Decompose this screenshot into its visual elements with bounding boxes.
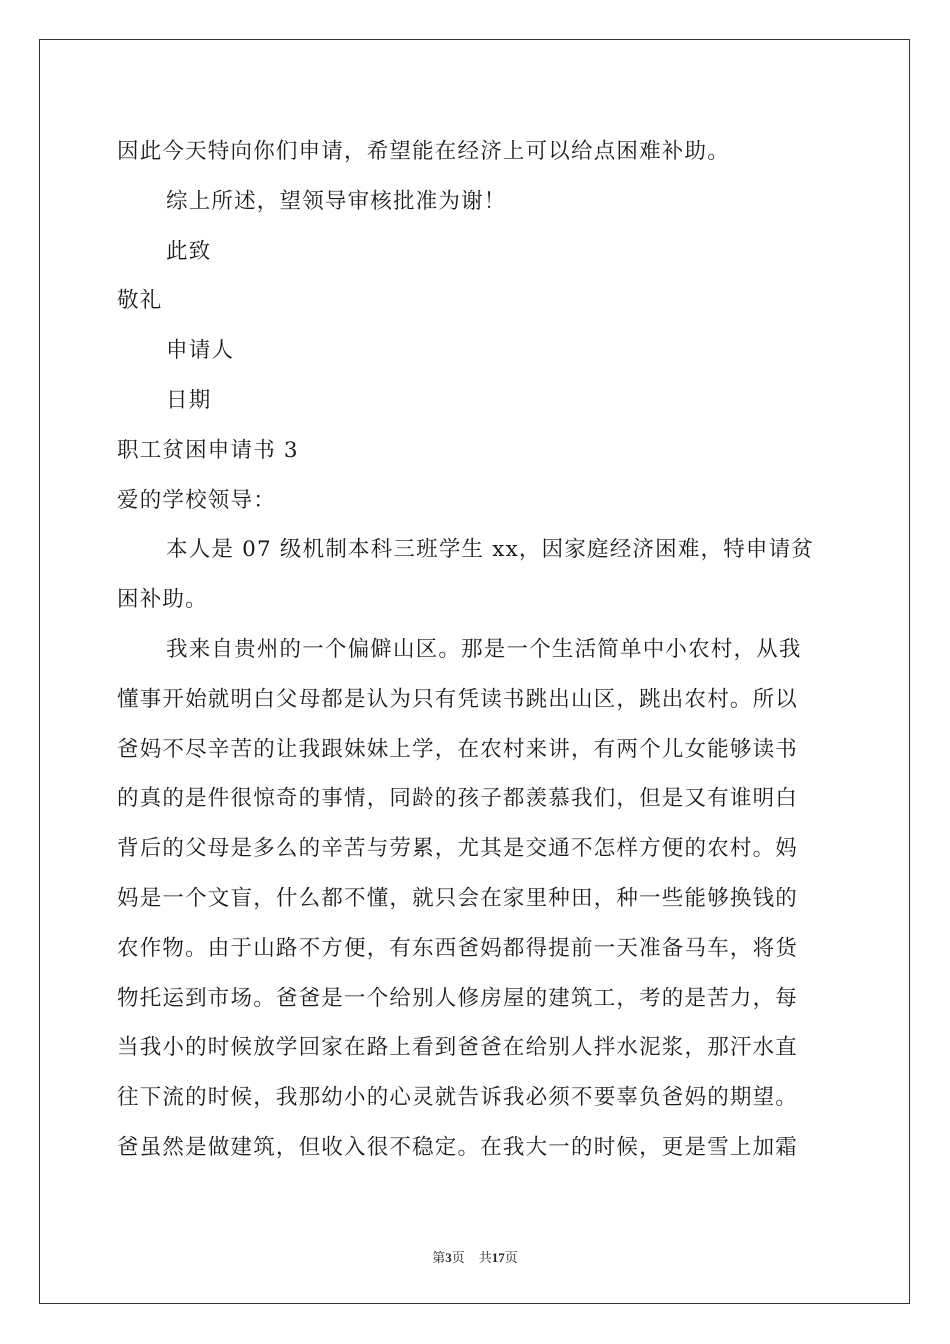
text-line: 妈是一个文盲，什么都不懂，就只会在家里种田，种一些能够换钱的 <box>117 885 799 911</box>
text-line: 爸妈不尽辛苦的让我跟妹妹上学，在农村来讲，有两个儿女能够读书 <box>117 736 799 762</box>
text-line: 我来自贵州的一个偏僻山区。那是一个生活简单中小农村，从我 <box>166 636 802 662</box>
text-line: 因此今天特向你们申请，希望能在经济上可以给点困难补助。 <box>117 139 730 164</box>
page-footer <box>0 1247 950 1266</box>
text-line: 困补助。 <box>117 587 208 613</box>
text-line: 爸虽然是做建筑，但收入很不稳定。在我大一的时候，更是雪上加霜 <box>117 1134 799 1160</box>
text-line: 物托运到市场。爸爸是一个给别人修房屋的建筑工，考的是苦力，每 <box>117 985 799 1011</box>
text-line: 申请人 <box>166 338 235 364</box>
text-line: 当我小的时候放学回家在路上看到爸爸在给别人拌水泥浆，那汗水直 <box>117 1035 799 1061</box>
text-line: 敬礼 <box>117 288 163 314</box>
text-line: 背后的父母是多么的辛苦与劳累，尤其是交通不怎样方便的农村。妈 <box>117 836 799 862</box>
text-line: 的真的是件很惊奇的事情，同龄的孩子都羡慕我们，但是又有谁明白 <box>117 786 799 812</box>
page-prefix: 第 <box>432 1250 446 1265</box>
text-line: 农作物。由于山路不方便，有东西爸妈都得提前一天准备马车，将货 <box>117 935 799 961</box>
document-body <box>117 127 833 1173</box>
page-suffix: 页 <box>451 1250 465 1265</box>
text-line: 日期 <box>166 387 212 413</box>
text-line: 此致 <box>166 238 212 264</box>
text-line: 职工贫困申请书 3 <box>117 437 299 463</box>
total-prefix: 共 <box>478 1250 492 1265</box>
total-suffix: 页 <box>504 1250 518 1265</box>
text-line: 往下流的时候，我那幼小的心灵就告诉我必须不要辜负爸妈的期望。 <box>117 1085 799 1111</box>
text-line: 懂事开始就明白父母都是认为只有凭读书跳出山区，跳出农村。所以 <box>117 686 799 712</box>
total-pages: 17 <box>491 1250 505 1265</box>
page-number: 3 <box>445 1250 452 1265</box>
text-line: 综上所述，望领导审核批准为谢！ <box>166 188 507 214</box>
text-line: 爱的学校领导： <box>117 487 276 513</box>
text-line: 本人是 07 级机制本科三班学生 xx，因家庭经济困难，特申请贫 <box>166 537 815 563</box>
